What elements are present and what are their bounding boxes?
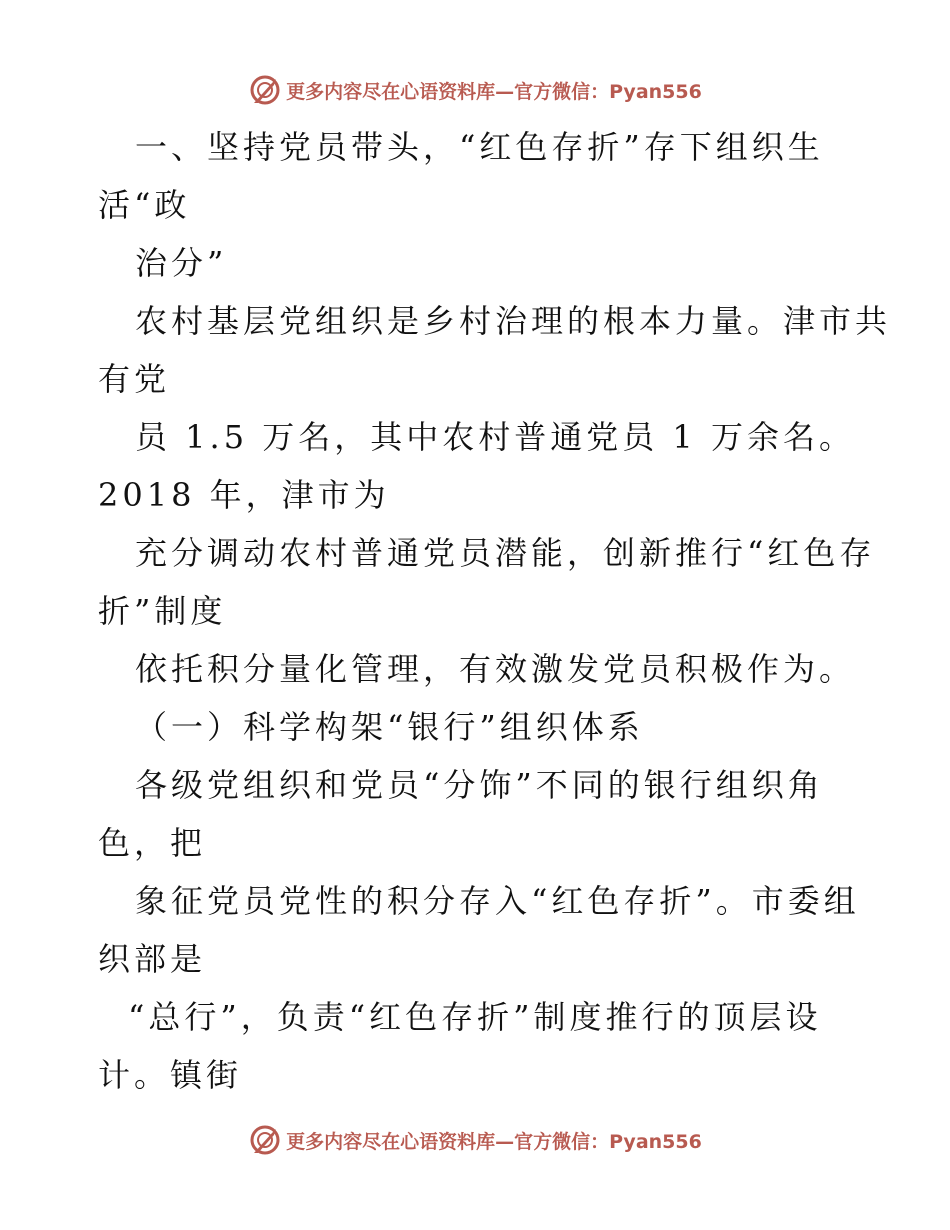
text-line: 织部是	[98, 940, 207, 978]
watermark-text: 更多内容尽在心语资料库—官方微信：Pyan556	[286, 1130, 702, 1153]
text-line: 活“政	[98, 186, 191, 224]
text-line: 一、坚持党员带头，“红色存折”存下组织生	[135, 128, 824, 166]
text-line: 象征党员党性的积分存入“红色存折”。市委组	[135, 882, 860, 920]
pen-seal-icon	[248, 1123, 282, 1157]
text-line: 各级党组织和党员“分饰”不同的银行组织角	[135, 766, 824, 804]
text-line: 依托积分量化管理，有效激发党员积极作为。	[135, 650, 856, 688]
text-line: 农村基层党组织是乡村治理的根本力量。津市共	[135, 302, 892, 340]
text-line: 计。镇街	[98, 1056, 243, 1094]
text-line: 员 1.5 万名，其中农村普通党员 1 万余名。	[135, 418, 855, 456]
text-line: 有党	[98, 360, 171, 398]
text-line: 治分”	[135, 244, 228, 282]
text-line: 色，把	[98, 824, 207, 862]
section-heading: （一）科学构架“银行”组织体系	[135, 708, 644, 746]
text-line: 2018 年，津市为	[98, 476, 390, 514]
text-line: 折”制度	[98, 592, 227, 630]
watermark-text: 更多内容尽在心语资料库—官方微信：Pyan556	[286, 80, 702, 103]
watermark-footer	[0, 1120, 950, 1160]
text-line: “总行”，负责“红色存折”制度推行的顶层设	[128, 998, 822, 1036]
text-line: 充分调动农村普通党员潜能，创新推行“红色存	[135, 534, 876, 572]
